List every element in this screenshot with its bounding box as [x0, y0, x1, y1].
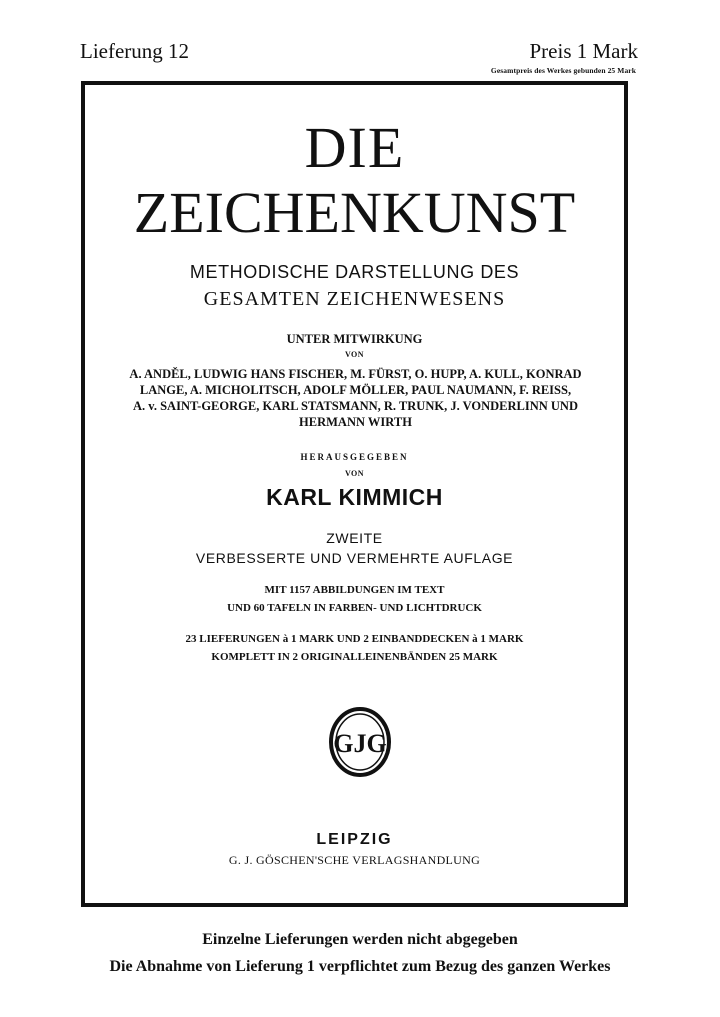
- collaboration-von: VON: [344, 350, 365, 359]
- title-page-frame: [81, 81, 628, 907]
- issue-number: Lieferung 12: [80, 39, 190, 63]
- price: Preis 1 Mark: [529, 39, 638, 63]
- publisher-city: LEIPZIG: [316, 831, 393, 848]
- collaboration-heading: UNTER MITWIRKUNG: [286, 332, 423, 346]
- contributors-line: HERMANN WIRTH: [299, 415, 412, 429]
- title-line-2: ZEICHENKUNST: [133, 180, 576, 245]
- contributors-line: A. ANDĚL, LUDWIG HANS FISCHER, M. FÜRST, O. HUPP, A. KULL, KONRAD: [129, 367, 582, 381]
- publisher-name: G. J. GÖSCHEN'SCHE VERLAGSHANDLUNG: [228, 853, 481, 867]
- publisher-logo-text: GJG: [333, 729, 387, 758]
- contributors-list: [107, 366, 604, 430]
- delivery-line-2: KOMPLETT IN 2 ORIGINALLEINENBÄNDEN 25 MARK: [211, 651, 498, 663]
- contributors-line: LANGE, A. MICHOLITSCH, ADOLF MÖLLER, PAUL NAUMANN, F. REISS,: [139, 383, 572, 397]
- edition-line-2: VERBESSERTE UND VERMEHRTE AUFLAGE: [195, 550, 514, 566]
- footer-line-1: Einzelne Lieferungen werden nicht abgegeben: [202, 931, 518, 948]
- footer-line-2: Die Abnahme von Lieferung 1 verpflichtet zum Bezug des ganzen Werkes: [109, 958, 611, 975]
- publisher-logo: [328, 705, 392, 779]
- editor-heading: HERAUSGEGEBEN: [300, 452, 409, 462]
- subtitle-line-2: GESAMTEN ZEICHENWESENS: [203, 288, 506, 310]
- title-line-1: DIE: [304, 115, 405, 180]
- subtitle-line-1: METHODISCHE DARSTELLUNG DES: [189, 262, 520, 282]
- edition-line-1: ZWEITE: [326, 530, 383, 546]
- total-price-note: Gesamtpreis des Werkes gebunden 25 Mark: [490, 66, 636, 75]
- editor-name: KARL KIMMICH: [266, 484, 443, 510]
- illustrations-line-2: UND 60 TAFELN IN FARBEN- UND LICHTDRUCK: [227, 602, 482, 614]
- editor-von: VON: [344, 469, 365, 478]
- illustrations-line-1: MIT 1157 ABBILDUNGEN IM TEXT: [264, 584, 445, 596]
- delivery-line-1: 23 LIEFERUNGEN à 1 MARK UND 2 EINBANDDECKEN à 1 MARK: [185, 633, 524, 645]
- contributors-line: A. v. SAINT-GEORGE, KARL STATSMANN, R. TRUNK, J. VONDERLINN UND: [133, 399, 578, 413]
